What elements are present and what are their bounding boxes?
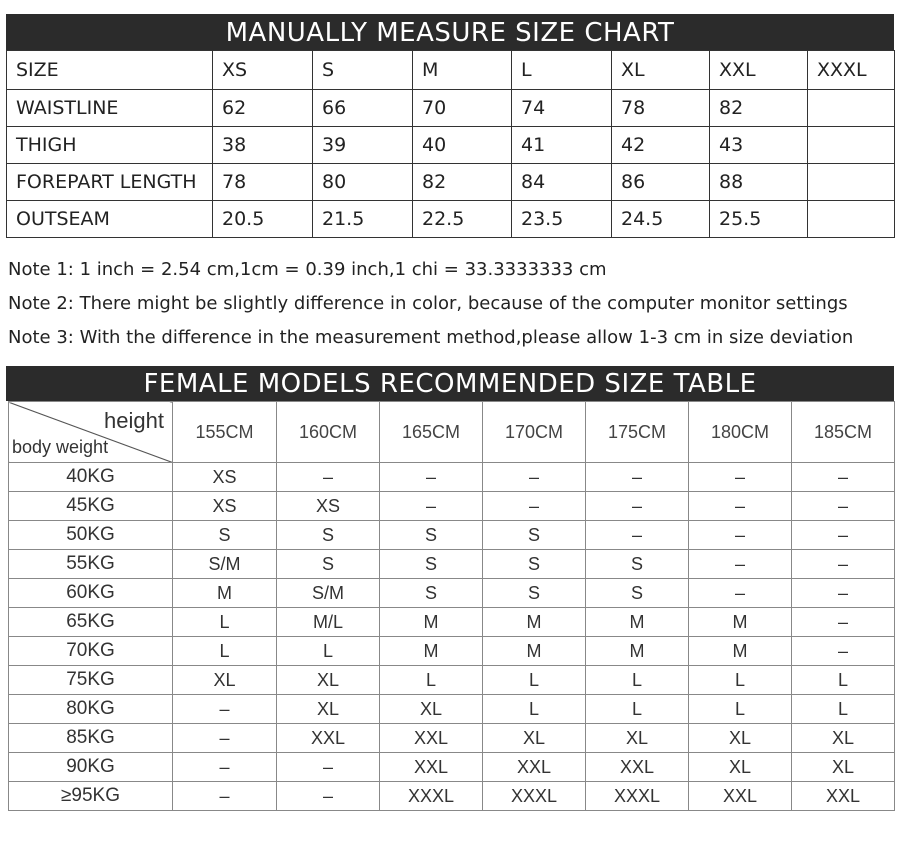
weight-row bbox=[9, 608, 895, 637]
height-header-cell: 175CM bbox=[586, 402, 689, 463]
size-cell: – bbox=[792, 463, 895, 492]
weight-row bbox=[9, 463, 895, 492]
measure-cell: 84 bbox=[512, 164, 612, 201]
size-cell: L bbox=[586, 666, 689, 695]
size-cell: – bbox=[792, 579, 895, 608]
size-cell: – bbox=[277, 782, 380, 811]
measure-cell: 40 bbox=[413, 127, 512, 164]
measure-cell: 82 bbox=[413, 164, 512, 201]
size-cell: M bbox=[586, 608, 689, 637]
measure-row-label: FOREPART LENGTH bbox=[7, 164, 213, 201]
size-cell: XL bbox=[586, 724, 689, 753]
measure-row bbox=[7, 51, 895, 90]
size-cell: XXL bbox=[689, 782, 792, 811]
size-cell: XL bbox=[483, 724, 586, 753]
measure-cell: 22.5 bbox=[413, 201, 512, 238]
measure-row bbox=[7, 201, 895, 238]
size-cell: M bbox=[586, 637, 689, 666]
size-cell: L bbox=[277, 637, 380, 666]
weight-row bbox=[9, 550, 895, 579]
measure-cell: 62 bbox=[213, 90, 313, 127]
measure-cell bbox=[808, 90, 895, 127]
measure-cell: 25.5 bbox=[710, 201, 808, 238]
size-cell: – bbox=[586, 463, 689, 492]
size-cell: – bbox=[792, 550, 895, 579]
size-cell: M bbox=[380, 608, 483, 637]
measure-cell: 78 bbox=[612, 90, 710, 127]
size-cell: – bbox=[277, 463, 380, 492]
size-cell: – bbox=[380, 492, 483, 521]
measure-row bbox=[7, 90, 895, 127]
measure-cell: 80 bbox=[313, 164, 413, 201]
size-cell: XXXL bbox=[483, 782, 586, 811]
measure-row-label: OUTSEAM bbox=[7, 201, 213, 238]
measure-cell: 39 bbox=[313, 127, 413, 164]
size-cell: – bbox=[483, 463, 586, 492]
weight-row bbox=[9, 782, 895, 811]
height-header-cell: 180CM bbox=[689, 402, 792, 463]
weight-label: 80KG bbox=[9, 695, 173, 724]
size-cell: M bbox=[173, 579, 277, 608]
size-cell: XL bbox=[380, 695, 483, 724]
size-cell: – bbox=[173, 753, 277, 782]
size-cell: – bbox=[173, 695, 277, 724]
measure-cell: 86 bbox=[612, 164, 710, 201]
size-cell: L bbox=[792, 666, 895, 695]
measure-cell: XXL bbox=[710, 51, 808, 90]
size-cell: M bbox=[689, 608, 792, 637]
measure-cell: 42 bbox=[612, 127, 710, 164]
corner-header-cell bbox=[9, 402, 173, 463]
size-cell: – bbox=[173, 724, 277, 753]
measure-size-table bbox=[6, 50, 895, 238]
weight-label: 50KG bbox=[9, 521, 173, 550]
size-cell: XXL bbox=[586, 753, 689, 782]
notes-block bbox=[8, 253, 888, 355]
measure-cell: 20.5 bbox=[213, 201, 313, 238]
size-cell: XL bbox=[277, 695, 380, 724]
measure-cell: 23.5 bbox=[512, 201, 612, 238]
size-cell: L bbox=[380, 666, 483, 695]
measure-cell: 82 bbox=[710, 90, 808, 127]
size-cell: XXL bbox=[380, 724, 483, 753]
size-cell: – bbox=[689, 550, 792, 579]
weight-label: 90KG bbox=[9, 753, 173, 782]
weight-label: 45KG bbox=[9, 492, 173, 521]
weight-row bbox=[9, 492, 895, 521]
height-header-cell: 160CM bbox=[277, 402, 380, 463]
weight-row bbox=[9, 753, 895, 782]
size-cell: L bbox=[483, 666, 586, 695]
size-cell: S bbox=[380, 550, 483, 579]
size-cell: – bbox=[277, 753, 380, 782]
measure-cell bbox=[808, 201, 895, 238]
size-cell: – bbox=[689, 463, 792, 492]
measure-cell bbox=[808, 127, 895, 164]
size-cell: S bbox=[277, 521, 380, 550]
weight-label: 40KG bbox=[9, 463, 173, 492]
measure-row-label: THIGH bbox=[7, 127, 213, 164]
measure-cell: 66 bbox=[313, 90, 413, 127]
size-cell: S/M bbox=[277, 579, 380, 608]
measure-cell: S bbox=[313, 51, 413, 90]
size-cell: L bbox=[483, 695, 586, 724]
size-cell: S bbox=[586, 579, 689, 608]
size-cell: XL bbox=[277, 666, 380, 695]
size-cell: XS bbox=[173, 463, 277, 492]
measure-row-label: WAISTLINE bbox=[7, 90, 213, 127]
measure-cell: 21.5 bbox=[313, 201, 413, 238]
size-cell: L bbox=[689, 695, 792, 724]
size-cell: – bbox=[792, 492, 895, 521]
size-cell: S bbox=[586, 550, 689, 579]
measure-cell: XXXL bbox=[808, 51, 895, 90]
size-cell: – bbox=[689, 492, 792, 521]
size-cell: XL bbox=[792, 753, 895, 782]
height-header-cell: 155CM bbox=[173, 402, 277, 463]
weight-label: 60KG bbox=[9, 579, 173, 608]
measure-cell: 74 bbox=[512, 90, 612, 127]
weight-label: 85KG bbox=[9, 724, 173, 753]
size-cell: XXL bbox=[792, 782, 895, 811]
size-cell: – bbox=[792, 637, 895, 666]
size-cell: S/M bbox=[173, 550, 277, 579]
height-header-row bbox=[9, 402, 895, 463]
measure-cell: 24.5 bbox=[612, 201, 710, 238]
size-cell: XL bbox=[173, 666, 277, 695]
note-2: Note 2: There might be slightly difference in color, because of the computer monitor settings bbox=[8, 293, 848, 314]
measure-cell: M bbox=[413, 51, 512, 90]
size-cell: – bbox=[586, 521, 689, 550]
height-corner-label: height bbox=[104, 408, 164, 433]
measure-cell: 78 bbox=[213, 164, 313, 201]
measure-cell: 38 bbox=[213, 127, 313, 164]
size-cell: – bbox=[380, 463, 483, 492]
size-cell: XXL bbox=[483, 753, 586, 782]
size-cell: – bbox=[689, 579, 792, 608]
note-1: Note 1: 1 inch = 2.54 cm,1cm = 0.39 inch,1 chi = 33.3333333 cm bbox=[8, 259, 607, 280]
measure-cell: L bbox=[512, 51, 612, 90]
size-cell: XXL bbox=[277, 724, 380, 753]
height-header-cell: 185CM bbox=[792, 402, 895, 463]
measure-cell: XL bbox=[612, 51, 710, 90]
size-cell: – bbox=[689, 521, 792, 550]
weight-row bbox=[9, 637, 895, 666]
weight-corner-label: body weight bbox=[12, 437, 109, 457]
size-cell: XS bbox=[173, 492, 277, 521]
recommended-size-table bbox=[8, 401, 895, 811]
measure-row bbox=[7, 127, 895, 164]
size-cell: M bbox=[483, 637, 586, 666]
size-cell: S bbox=[380, 579, 483, 608]
size-cell: S bbox=[483, 521, 586, 550]
size-cell: – bbox=[586, 492, 689, 521]
weight-row bbox=[9, 724, 895, 753]
weight-label: 65KG bbox=[9, 608, 173, 637]
size-cell: M bbox=[689, 637, 792, 666]
size-cell: L bbox=[173, 637, 277, 666]
size-cell: XL bbox=[689, 753, 792, 782]
size-cell: XXXL bbox=[380, 782, 483, 811]
height-header-cell: 165CM bbox=[380, 402, 483, 463]
weight-label: ≥95KG bbox=[9, 782, 173, 811]
size-cell: – bbox=[792, 521, 895, 550]
weight-label: 55KG bbox=[9, 550, 173, 579]
size-cell: XS bbox=[277, 492, 380, 521]
size-cell: S bbox=[277, 550, 380, 579]
measure-row bbox=[7, 164, 895, 201]
size-cell: XXXL bbox=[586, 782, 689, 811]
measure-cell: 70 bbox=[413, 90, 512, 127]
size-cell: S bbox=[483, 550, 586, 579]
size-cell: L bbox=[586, 695, 689, 724]
note-3: Note 3: With the difference in the measurement method,please allow 1-3 cm in size deviation bbox=[8, 327, 854, 348]
size-cell: S bbox=[483, 579, 586, 608]
size-cell: L bbox=[689, 666, 792, 695]
measure-cell bbox=[808, 164, 895, 201]
size-cell: S bbox=[173, 521, 277, 550]
size-cell: L bbox=[792, 695, 895, 724]
size-cell: – bbox=[483, 492, 586, 521]
size-cell: M bbox=[380, 637, 483, 666]
measure-cell: XS bbox=[213, 51, 313, 90]
weight-label: 70KG bbox=[9, 637, 173, 666]
measure-chart-title: MANUALLY MEASURE SIZE CHART bbox=[6, 14, 894, 50]
size-cell: – bbox=[173, 782, 277, 811]
measure-cell: 88 bbox=[710, 164, 808, 201]
size-cell: XL bbox=[689, 724, 792, 753]
weight-row bbox=[9, 579, 895, 608]
size-cell: M/L bbox=[277, 608, 380, 637]
size-cell: XL bbox=[792, 724, 895, 753]
measure-row-label: SIZE bbox=[7, 51, 213, 90]
height-header-cell: 170CM bbox=[483, 402, 586, 463]
recommend-table-title: FEMALE MODELS RECOMMENDED SIZE TABLE bbox=[6, 366, 894, 401]
weight-row bbox=[9, 521, 895, 550]
size-cell: L bbox=[173, 608, 277, 637]
size-cell: XXL bbox=[380, 753, 483, 782]
size-cell: – bbox=[792, 608, 895, 637]
weight-label: 75KG bbox=[9, 666, 173, 695]
weight-row bbox=[9, 666, 895, 695]
measure-cell: 41 bbox=[512, 127, 612, 164]
weight-row bbox=[9, 695, 895, 724]
size-cell: M bbox=[483, 608, 586, 637]
size-cell: S bbox=[380, 521, 483, 550]
measure-cell: 43 bbox=[710, 127, 808, 164]
